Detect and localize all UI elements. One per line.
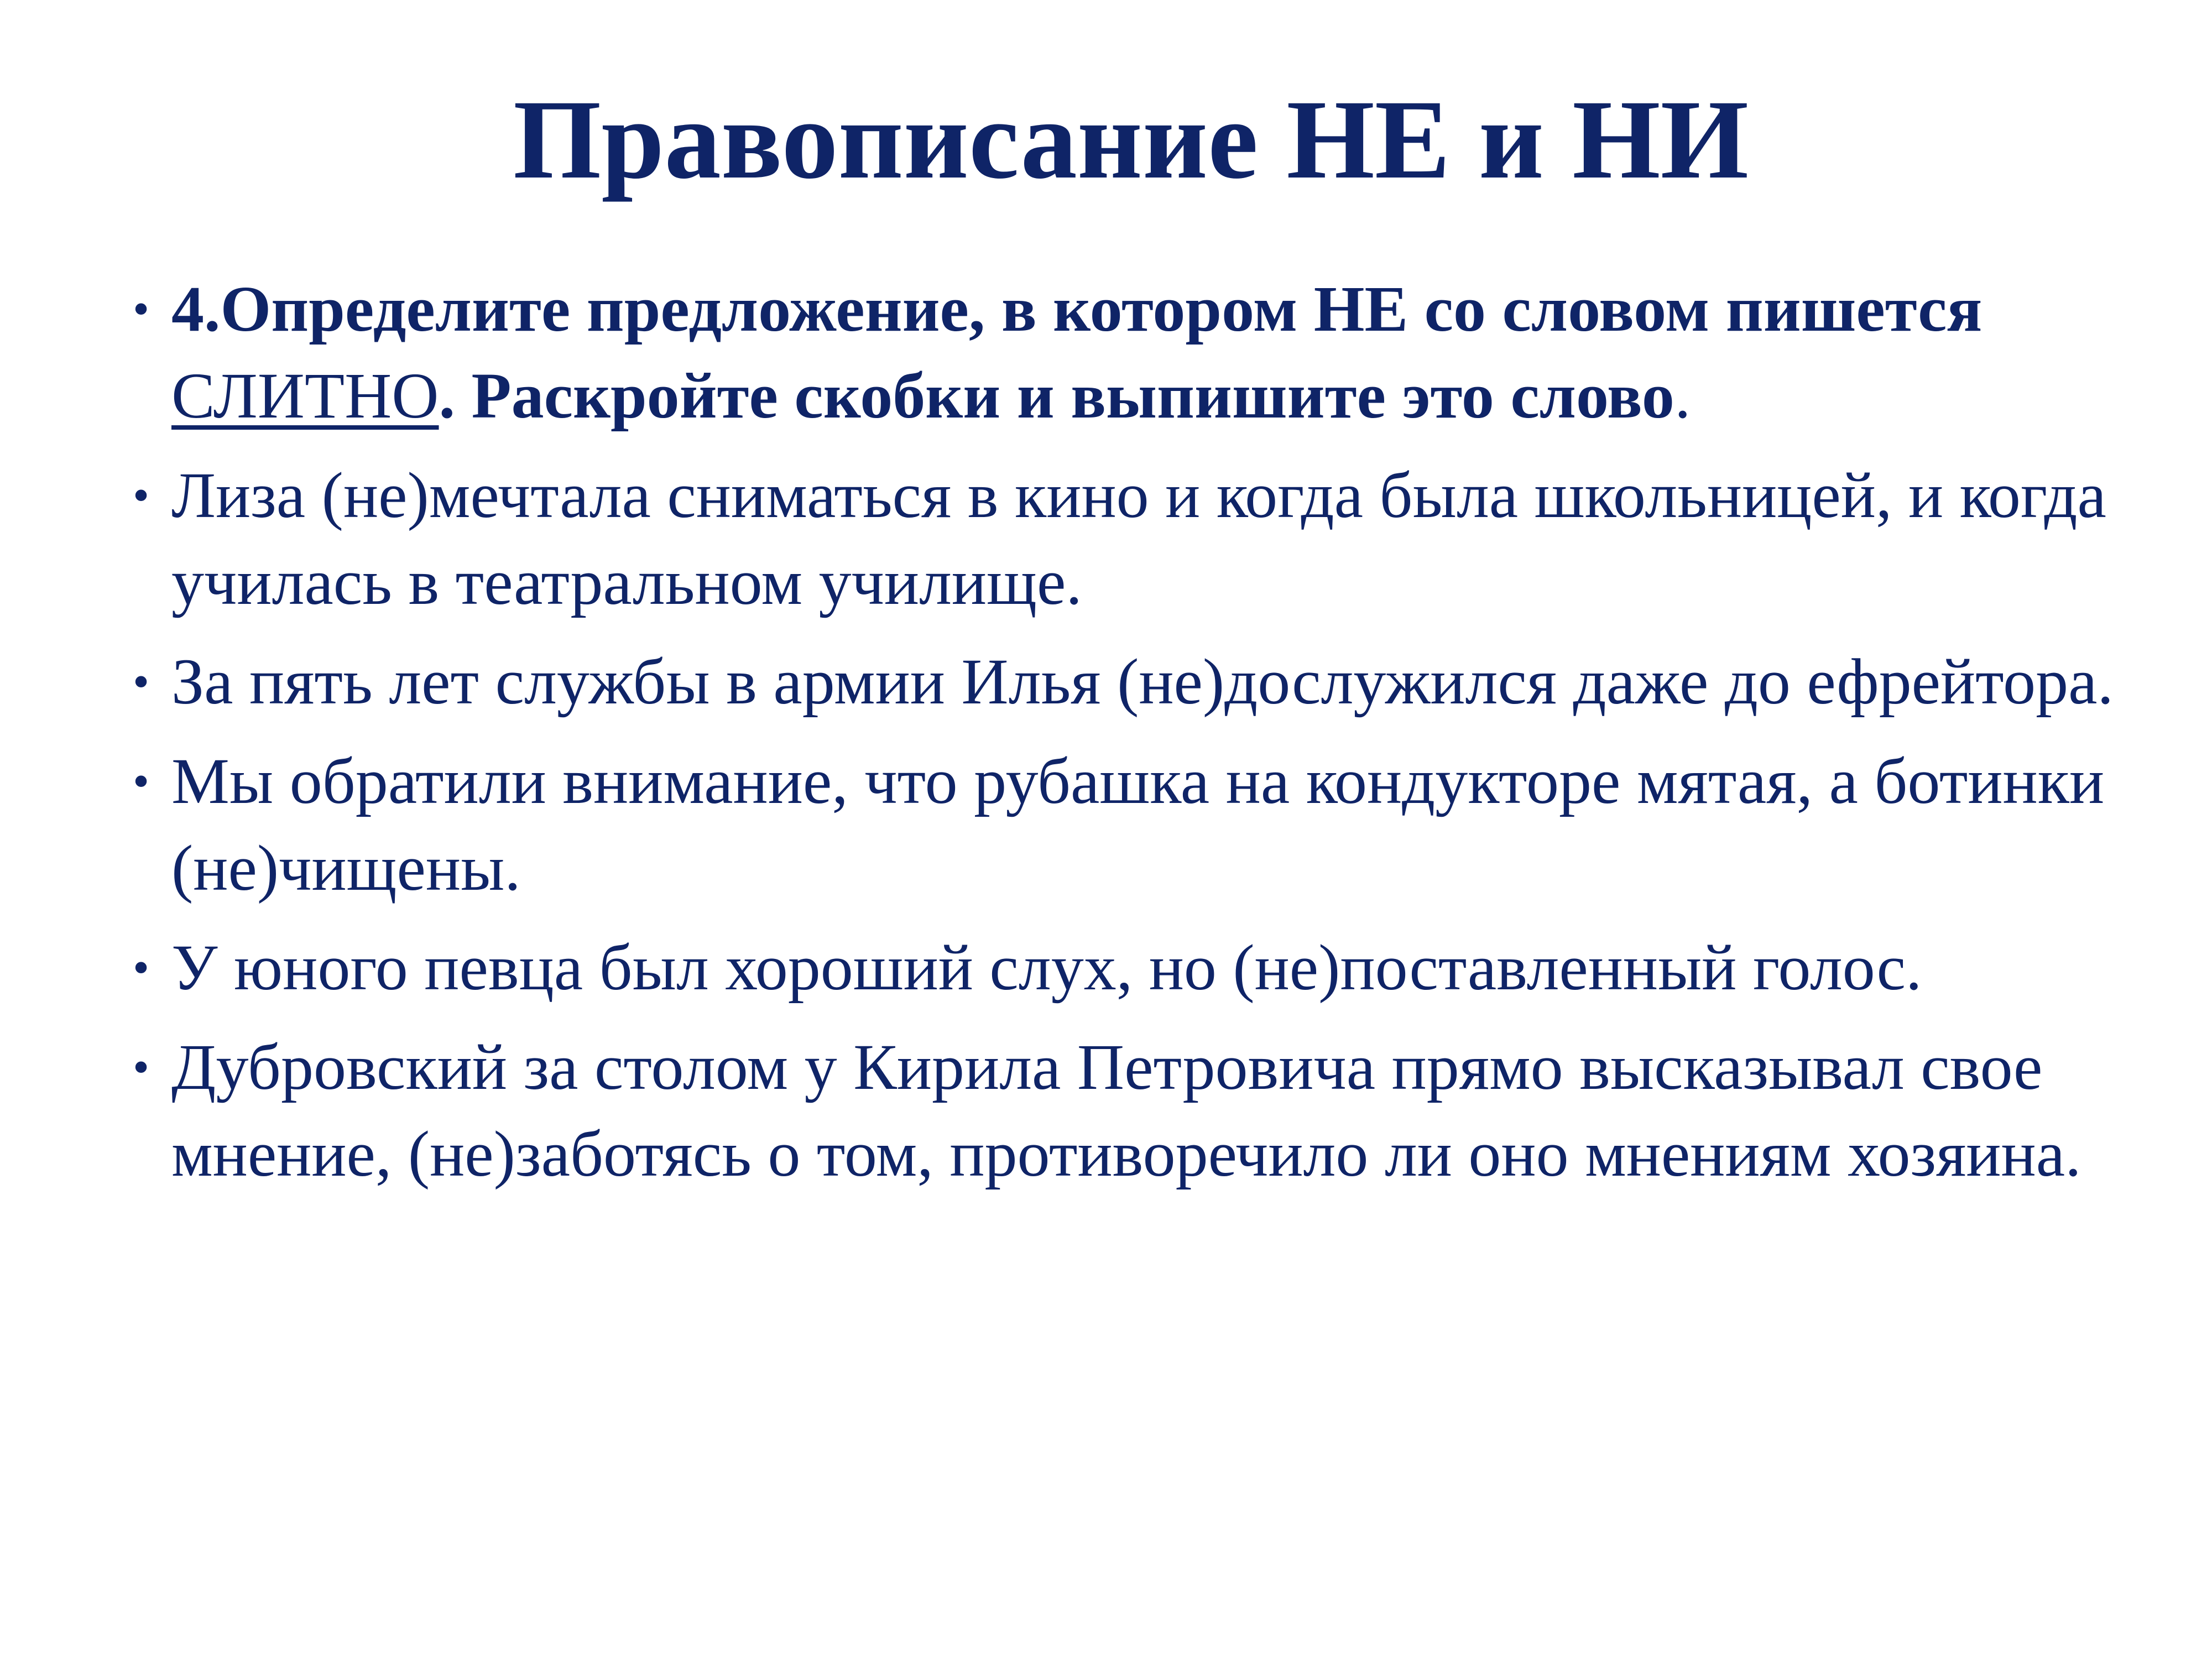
bullet-icon: • xyxy=(133,754,150,807)
list-item xyxy=(133,452,2124,625)
bullet-icon: • xyxy=(133,1040,150,1093)
sentence-text: За пять лет службы в армии Илья (не)дослужился даже до ефрейтора. xyxy=(171,645,2114,718)
task-period: . xyxy=(1674,359,1691,432)
list-item xyxy=(133,638,2124,725)
list-item xyxy=(133,1024,2124,1197)
list-item xyxy=(133,738,2124,911)
slide-title: Правописание НЕ и НИ xyxy=(513,77,1749,202)
bullet-icon: • xyxy=(133,655,150,708)
bullet-list xyxy=(133,265,2124,1210)
bullet-icon: • xyxy=(133,468,150,521)
sentence-text: У юного певца был хороший слух, но (не)поставленный голос. xyxy=(171,931,1922,1004)
bullet-icon: • xyxy=(133,282,150,335)
sentence-text: Лиза (не)мечтала сниматься в кино и когда была школьницей, и когда училась в театральном училище. xyxy=(171,459,2106,618)
task-text-part1: 4.Определите предложение, в котором НЕ со словом пишется xyxy=(171,273,1983,345)
sentence-text: Мы обратили внимание, что рубашка на кондукторе мятая, а ботинки (не)чищены. xyxy=(171,745,2105,904)
list-item xyxy=(133,924,2124,1011)
task-text-part2: . Раскройте скобки и выпишите это слово xyxy=(439,359,1674,432)
sentence-text: Дубровский за столом у Кирила Петровича прямо высказывал свое мнение, (не)заботясь о том, противоречило ли оно мнениям хозяина. xyxy=(171,1031,2081,1190)
task-item xyxy=(133,265,2124,439)
bullet-icon: • xyxy=(133,941,150,994)
task-underlined-word: СЛИТНО xyxy=(171,359,439,432)
